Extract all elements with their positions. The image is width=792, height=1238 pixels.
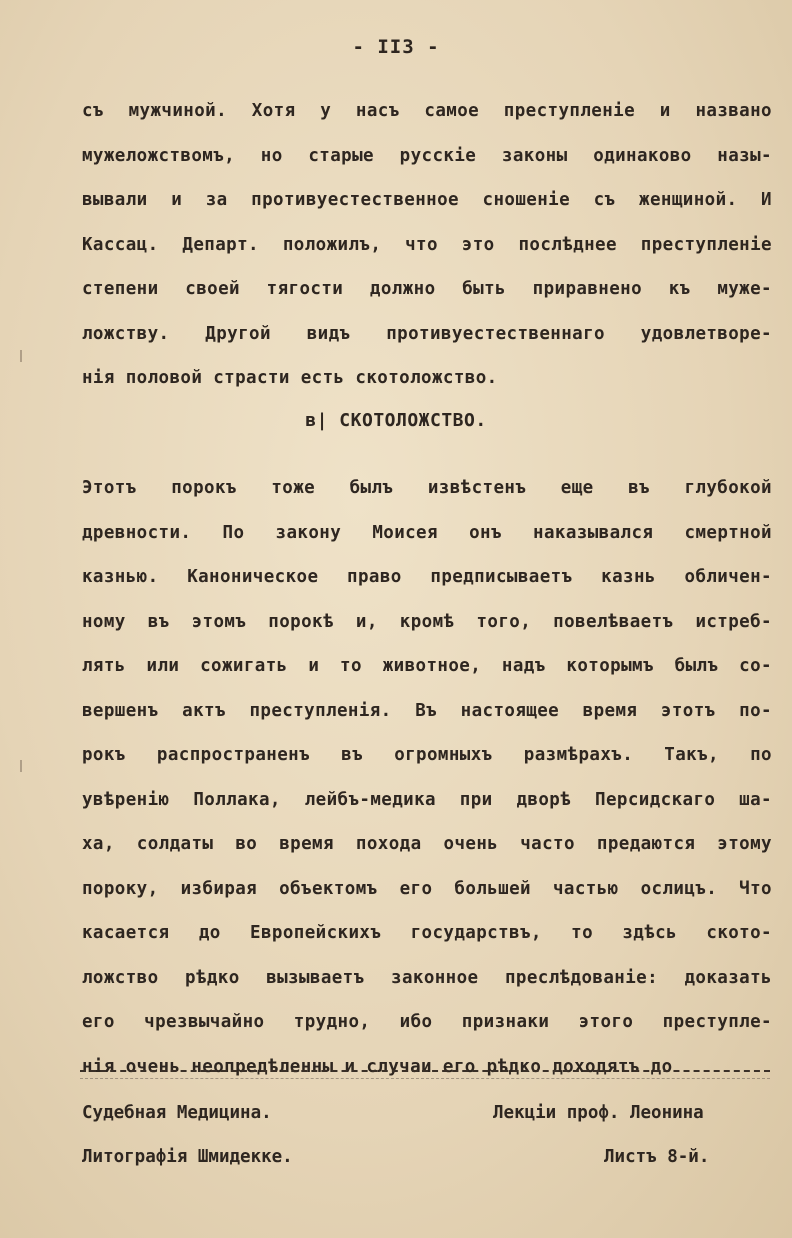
text-line: съ мужчиной. Хотя у насъ самое преступленіе и названо xyxy=(82,101,772,121)
text-line: ложству. Другой видъ противуестественнаго удовлетворе- xyxy=(82,323,772,344)
page-number: - II3 - xyxy=(352,36,440,58)
footer-course-title: Судебная Медицина. xyxy=(82,1103,272,1123)
section-heading: в| СКОТОЛОЖСТВО. xyxy=(305,410,487,431)
text-line: нія половой страсти есть скотоложство. xyxy=(82,368,498,388)
text-line: вершенъ актъ преступленія. Въ настоящее время этотъ по- xyxy=(82,700,772,721)
text-line: степени своей тягости должно быть приравнено къ муже- xyxy=(82,279,772,299)
text-line: касается до Европейскихъ государствъ, то здѣсь ското- xyxy=(82,923,772,943)
footer-lecturer: Лекціи проф. Леонина xyxy=(493,1103,704,1123)
text-line: пороку, избирая объектомъ его большей частью ослицъ. Что xyxy=(82,878,772,899)
text-line: лять или сожигать и то животное, надъ которымъ былъ со- xyxy=(82,656,772,676)
text-line: мужеложствомъ, но старые русскіе законы одинаково назы- xyxy=(82,145,772,166)
text-line: его чрезвычайно трудно, ибо признаки этого преступле- xyxy=(82,1012,772,1032)
text-line: увѣренію Поллака, лейбъ-медика при дворѣ Персидскаго ша- xyxy=(82,789,772,810)
text-line: древности. По закону Моисея онъ наказывался смертной xyxy=(82,522,772,543)
margin-mark xyxy=(20,760,22,772)
text-line: Кассац. Департ. положилъ, что это послѣднее преступленіе xyxy=(82,234,772,255)
text-line: Этотъ порокъ тоже былъ извѣстенъ еще въ глубокой xyxy=(82,478,772,498)
footer-sheet-number: Листъ 8-й. xyxy=(604,1147,710,1167)
text-line: ложство рѣдко вызываетъ законное преслѣдованіе: доказать xyxy=(82,967,772,988)
text-line: нія очень неопредѣленны и случаи его рѣдко доходятъ до xyxy=(82,1056,673,1077)
footer-divider xyxy=(80,1070,770,1072)
footer-divider-faint xyxy=(80,1078,770,1079)
text-line: вывали и за противуестественное сношеніе съ женщиной. И xyxy=(82,190,772,210)
text-line: рокъ распространенъ въ огромныхъ размѣрахъ. Такъ, по xyxy=(82,745,772,765)
margin-mark xyxy=(20,350,22,362)
text-line: казнью. Каноническое право предписываетъ казнь обличен- xyxy=(82,567,772,587)
text-line: ному въ этомъ порокѣ и, кромѣ того, повелѣваетъ истреб- xyxy=(82,611,772,632)
text-line: ха, солдаты во время похода очень часто предаются этому xyxy=(82,834,772,854)
footer-lithography: Литографія Шмидекке. xyxy=(82,1147,293,1167)
